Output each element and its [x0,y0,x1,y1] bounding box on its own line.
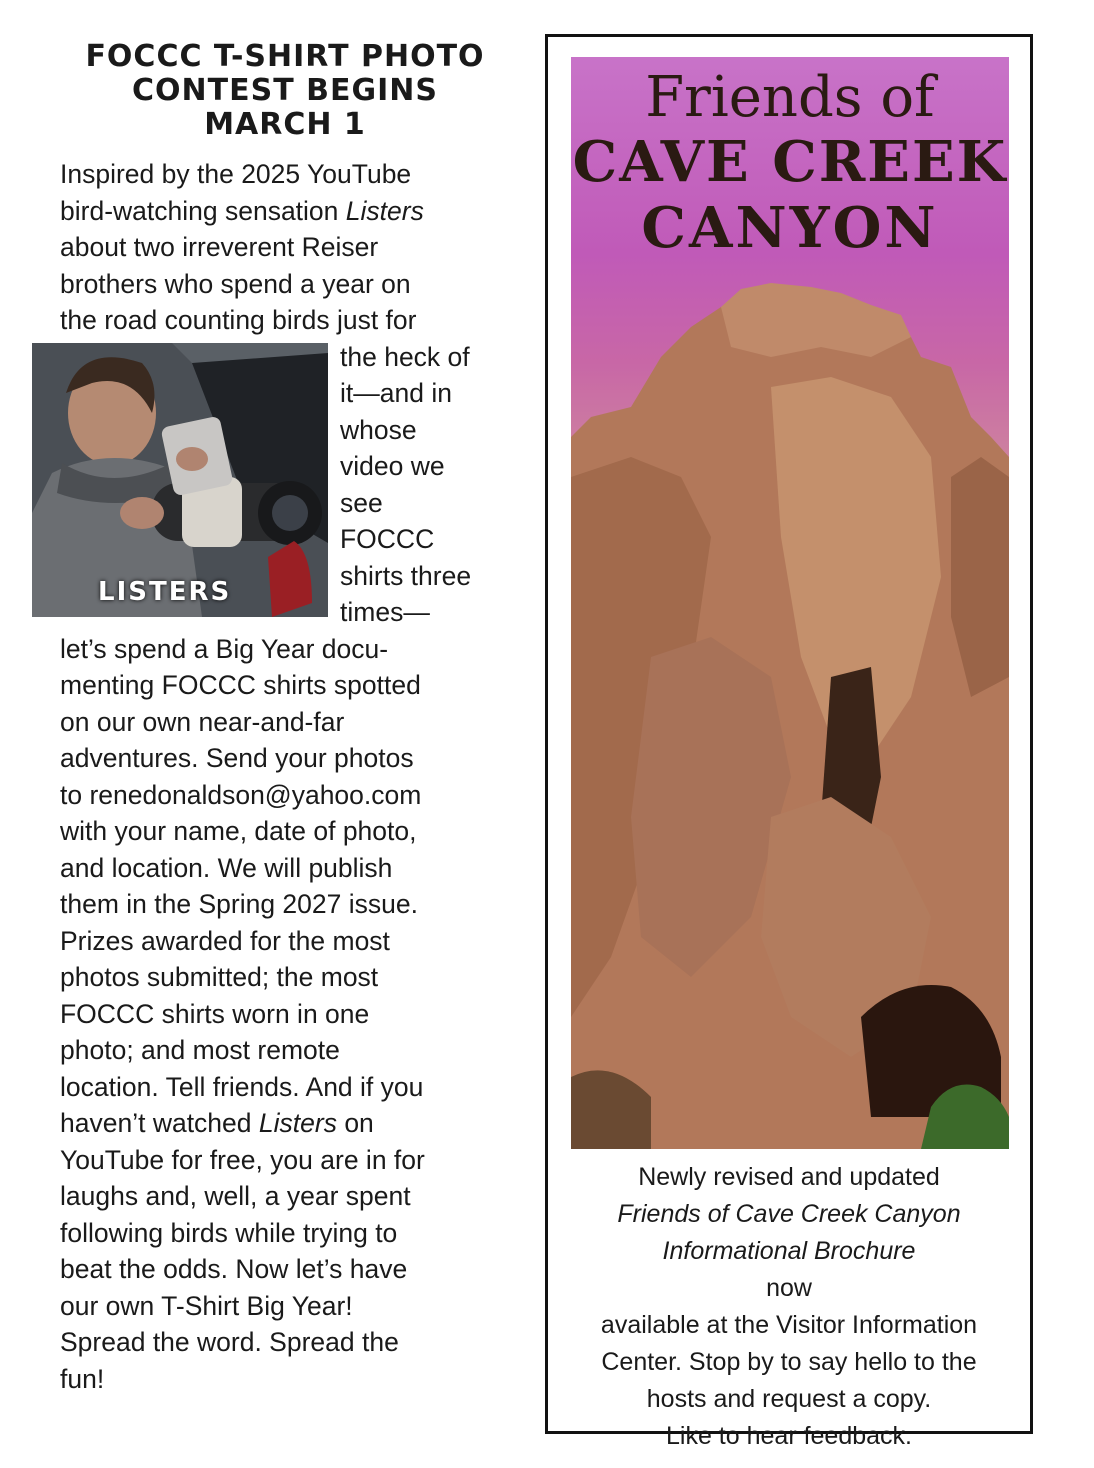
caption-line [548,1233,1030,1307]
brochure-name: Informational Brochure [662,1237,916,1265]
caption-line: Like to hear feedback. [666,1422,912,1450]
text-line: about two irreverent Reiser [60,232,379,262]
text-line: laughs and, well, a year spent [60,1181,411,1211]
text-fragment: bird-watching sensation [60,195,346,226]
text-fragment: now [766,1274,812,1302]
text-line: on our own near-and-far [60,706,345,737]
article-body [46,631,524,1398]
brochure-cover [571,57,1009,1149]
text-line: see [340,487,383,518]
text-line: YouTube for free, you are in for [60,1144,425,1175]
text-line: video we [340,451,445,481]
text-line: with your name, date of photo, [60,816,417,846]
brochure-name: Friends of Cave Creek Canyon [617,1200,961,1228]
photo-wrap-row [46,339,524,631]
wrap-text [328,339,471,631]
text-line: the heck of [340,341,470,372]
text-line: adventures. Send your photos [60,743,414,773]
listers-photo-label: LISTERS [98,576,232,607]
text-line: brothers who spend a year on [60,268,411,299]
listers-title: Listers [345,195,424,226]
headline-line: CONTEST BEGINS [132,73,438,108]
text-line [60,1105,524,1142]
text-line: following birds while trying to [60,1217,398,1248]
brochure-title [571,67,1009,261]
text-line: menting FOCCC shirts spotted [60,670,421,700]
caption-line: hosts and request a copy. [646,1385,932,1413]
text-line: the road counting birds just for [60,305,417,335]
text-line: fun! [60,1363,105,1394]
article-column [46,40,524,1397]
brochure-box [545,34,1033,1450]
text-line [60,193,524,230]
text-line: photos submitted; the most [60,962,379,992]
caption-line: Center. Stop by to say hello to the [601,1348,977,1376]
text-line: to renedonaldson@yahoo.com [60,779,422,810]
text-line: our own T-Shirt Big Year! [60,1290,353,1321]
text-line: times— [340,597,430,627]
text-line: Inspired by the 2025 YouTube [60,159,412,189]
brochure-caption [548,1159,1030,1455]
text-line: FOCCC [340,524,435,554]
text-line: location. Tell friends. And if you [60,1071,424,1102]
text-fragment: on [336,1108,374,1138]
text-line: shirts three [340,560,472,591]
text-line: it—and in [340,378,452,408]
text-line: photo; and most remote [60,1035,340,1065]
text-line: FOCCC shirts worn in one [60,998,370,1029]
caption-line [548,1196,1030,1233]
listers-title: Listers [258,1108,337,1138]
brochure-title-line: CANYON [641,195,939,261]
brochure-title-line: CAVE CREEK [572,129,1008,195]
headline-line: MARCH 1 [204,107,366,142]
headline-line: FOCCC T-SHIRT PHOTO [85,39,485,74]
text-line: Prizes awarded for the most [60,925,390,956]
caption-line: available at the Visitor Information [600,1311,978,1339]
text-line: whose [340,414,417,445]
article-headline [46,40,524,142]
listers-photo [32,343,328,617]
article-intro [46,156,524,339]
caption-line: Newly revised and updated [638,1163,940,1191]
brochure-title-line: Friends of [645,65,935,130]
text-line: beat the odds. Now let’s have [60,1254,408,1284]
text-line: Spread the word. Spread the [60,1327,399,1357]
text-line: let’s spend a Big Year docu- [60,633,389,664]
text-line: and location. We will publish [60,852,393,883]
text-line: them in the Spring 2027 issue. [60,889,418,919]
photographer-illustration [32,343,328,617]
text-fragment: haven’t watched [60,1108,259,1138]
